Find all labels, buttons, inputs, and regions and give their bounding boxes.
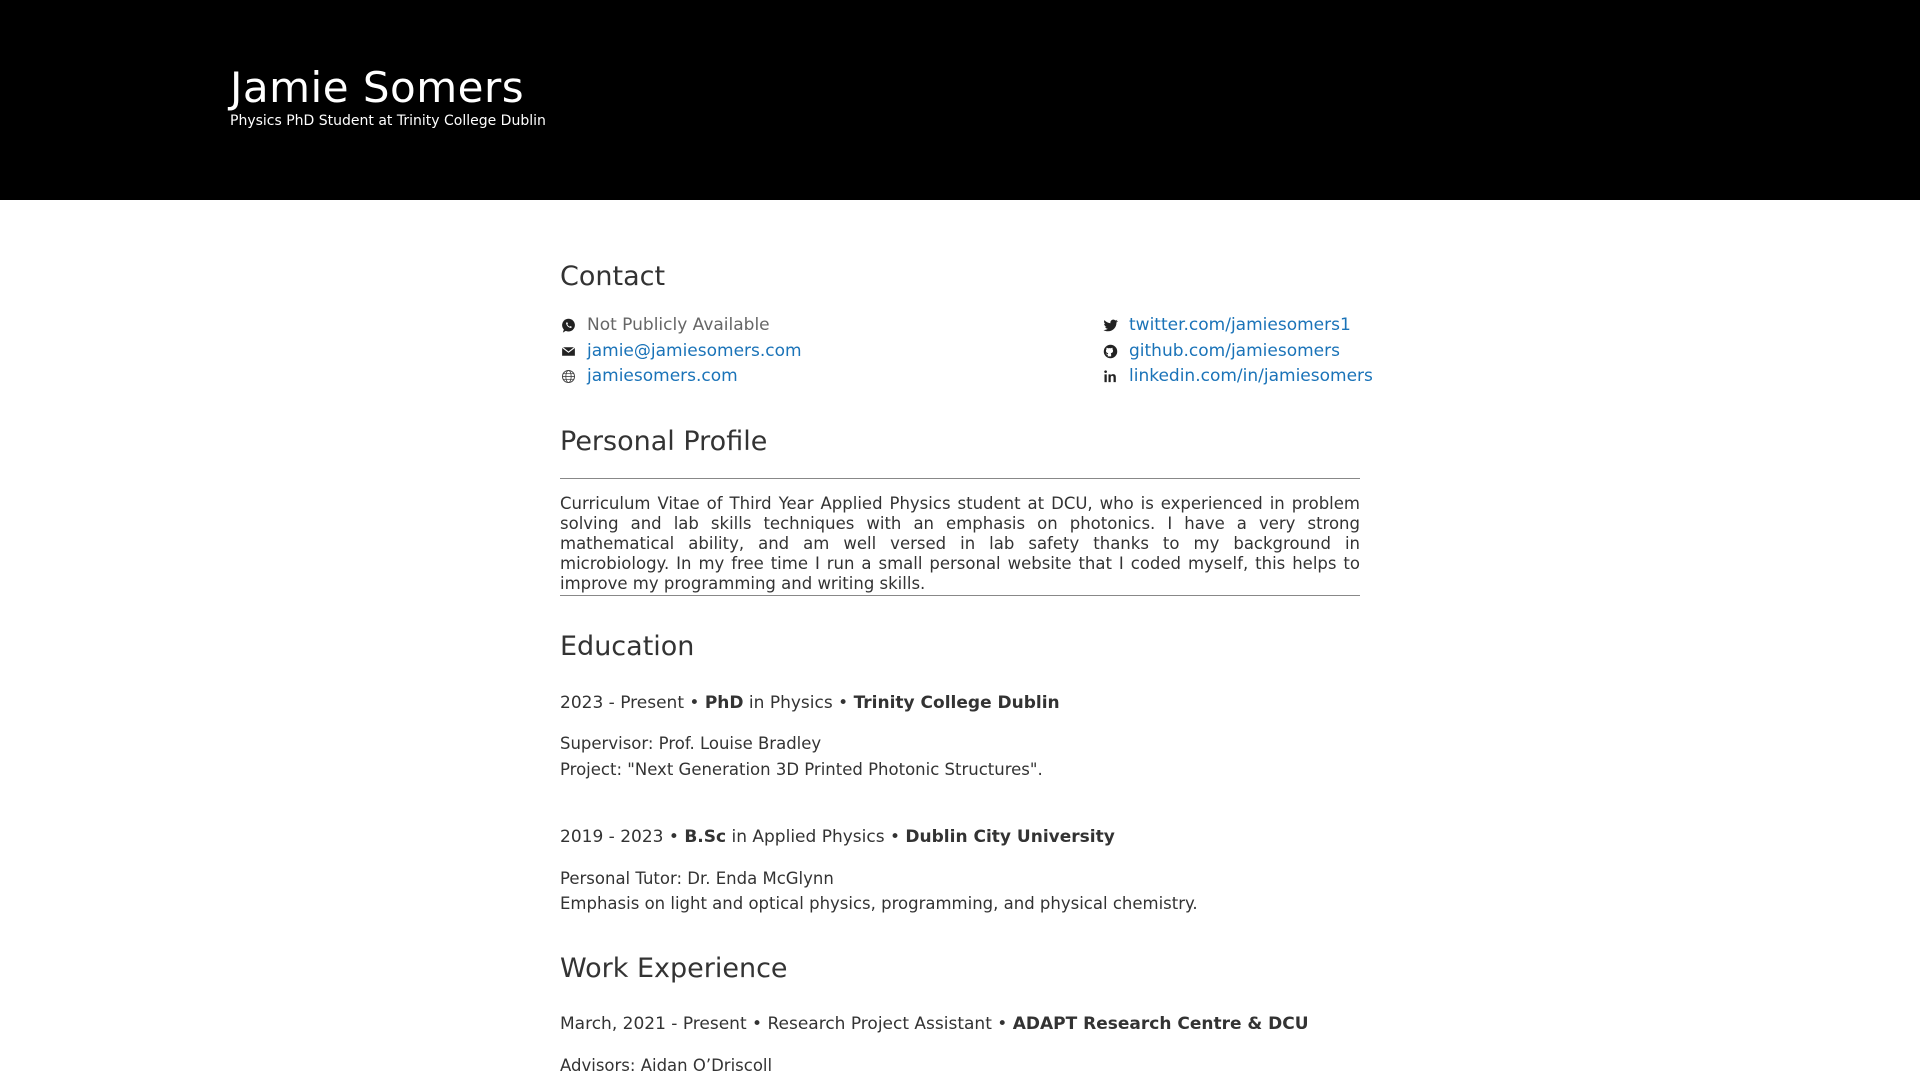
work-entry	[560, 1013, 1309, 1035]
profile-top-divider	[560, 478, 1360, 479]
mail-icon	[560, 343, 577, 360]
education-supervisor: Supervisor: Prof. Louise Bradley	[560, 734, 822, 753]
separator: •	[663, 827, 685, 847]
separator: •	[746, 1014, 768, 1034]
profile-text: Curriculum Vitae of Third Year Applied Physics student at DCU, who is experienced in problem solving and lab skills techniques with an emphasis on photonics. I have a very strong mathematical ability, and am well versed in lab safety thanks to my background in microbiology. In my free time I run a small personal website that I coded myself, this helps to improve my programming and writing skills.	[560, 494, 1360, 593]
page-title: Jamie Somers	[230, 63, 525, 112]
contact-email-link[interactable]: jamie@jamiesomers.com	[587, 341, 802, 361]
separator: •	[991, 1014, 1013, 1034]
contact-phone-text: Not Publicly Available	[587, 315, 770, 335]
header-banner	[0, 0, 1920, 200]
contact-linkedin-link[interactable]: linkedin.com/in/jamiesomers	[1129, 366, 1373, 386]
contact-website-link[interactable]: jamiesomers.com	[587, 366, 738, 386]
education-field: in Applied Physics	[726, 827, 885, 847]
education-entry-phd	[560, 692, 1060, 714]
separator: •	[684, 693, 705, 713]
github-icon	[1102, 343, 1119, 360]
education-dates: 2019 - 2023	[560, 827, 664, 847]
education-field: in Physics	[743, 693, 833, 713]
globe-icon	[560, 368, 577, 385]
education-emphasis: Emphasis on light and optical physics, programming, and physical chemistry.	[560, 894, 1198, 913]
contact-github-link[interactable]: github.com/jamiesomers	[1129, 341, 1340, 361]
contact-linkedin[interactable]	[1102, 364, 1373, 388]
education-heading: Education	[560, 631, 695, 662]
work-advisors: Advisors: Aidan O’Driscoll	[560, 1056, 773, 1075]
education-entry-bsc	[560, 826, 1115, 848]
contact-website[interactable]	[560, 364, 738, 388]
page-subtitle: Physics PhD Student at Trinity College Dublin	[230, 113, 546, 129]
contact-heading: Contact	[560, 261, 666, 292]
education-institution: Trinity College Dublin	[853, 693, 1060, 713]
contact-phone	[560, 313, 770, 337]
education-institution: Dublin City University	[905, 827, 1115, 847]
education-tutor: Personal Tutor: Dr. Enda McGlynn	[560, 869, 834, 888]
work-organization: ADAPT Research Centre & DCU	[1012, 1014, 1309, 1034]
profile-heading: Personal Profile	[560, 426, 768, 457]
separator: •	[832, 693, 854, 713]
whatsapp-icon	[560, 317, 577, 334]
twitter-icon	[1102, 317, 1119, 334]
separator: •	[884, 827, 906, 847]
work-heading: Work Experience	[560, 953, 788, 984]
contact-twitter[interactable]	[1102, 313, 1351, 337]
profile-bottom-divider	[560, 595, 1360, 596]
education-dates: 2023 - Present	[560, 693, 684, 713]
education-degree: B.Sc	[684, 827, 727, 847]
education-degree: PhD	[704, 693, 744, 713]
work-dates: March, 2021 - Present	[560, 1014, 747, 1034]
linkedin-icon	[1102, 368, 1119, 385]
education-project: Project: "Next Generation 3D Printed Photonic Structures".	[560, 760, 1043, 779]
contact-twitter-link[interactable]: twitter.com/jamiesomers1	[1129, 315, 1351, 335]
work-role: Research Project Assistant	[767, 1014, 992, 1034]
contact-email[interactable]	[560, 339, 802, 363]
contact-github[interactable]	[1102, 339, 1340, 363]
